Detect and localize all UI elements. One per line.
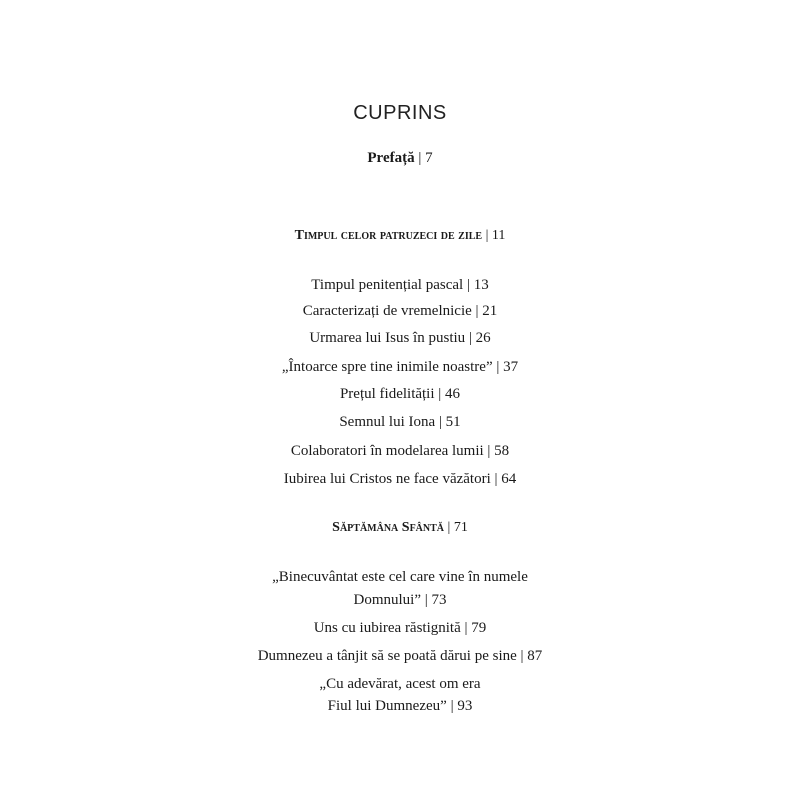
section-heading-lent: [0, 226, 800, 246]
toc-entry: Prețul fidelității | 46: [339, 386, 461, 402]
toc-entry: Uns cu iubirea răstignită | 79: [313, 620, 487, 636]
section-heading-label: Săptămâna Sfântă: [332, 520, 445, 535]
toc-entry: Semnul lui Iona | 51: [339, 414, 461, 430]
preface-label: Prefață: [367, 150, 415, 166]
separator: |: [444, 520, 454, 535]
toc-entry: Caracterizați de vremelnicie | 21: [302, 303, 498, 319]
toc-entry-preface: [0, 148, 800, 168]
toc-entry: „Întoarce spre tine inimile noastre” | 37: [281, 359, 519, 375]
toc-entry-line: Fiul lui Dumnezeu” | 93: [327, 698, 473, 714]
toc-entry: Urmarea lui Isus în pustiu | 26: [309, 330, 491, 346]
section-heading-label: Timpul celor patruzeci de zile: [294, 228, 483, 243]
toc-entry: Colaboratori în modelarea lumii | 58: [290, 443, 510, 459]
page-title: CUPRINS: [353, 102, 447, 124]
toc-entry-line: „Binecuvântat este cel care vine în numele: [272, 569, 528, 585]
toc-entry-line: Domnului” | 73: [353, 592, 447, 608]
page-number: 11: [491, 228, 506, 243]
toc-entry: Timpul penitențial pascal | 13: [311, 277, 489, 293]
separator: |: [414, 150, 426, 166]
section-heading-holy-week: [0, 518, 800, 538]
toc-entry-line: „Cu adevărat, acest om era: [319, 676, 481, 692]
page-number: 71: [453, 520, 468, 535]
separator: |: [482, 228, 492, 243]
page-number: 7: [425, 150, 433, 166]
toc-entry: Iubirea lui Cristos ne face văzători | 64: [283, 471, 517, 487]
toc-entry: Dumnezeu a tânjit să se poată dărui pe sine | 87: [257, 648, 543, 664]
